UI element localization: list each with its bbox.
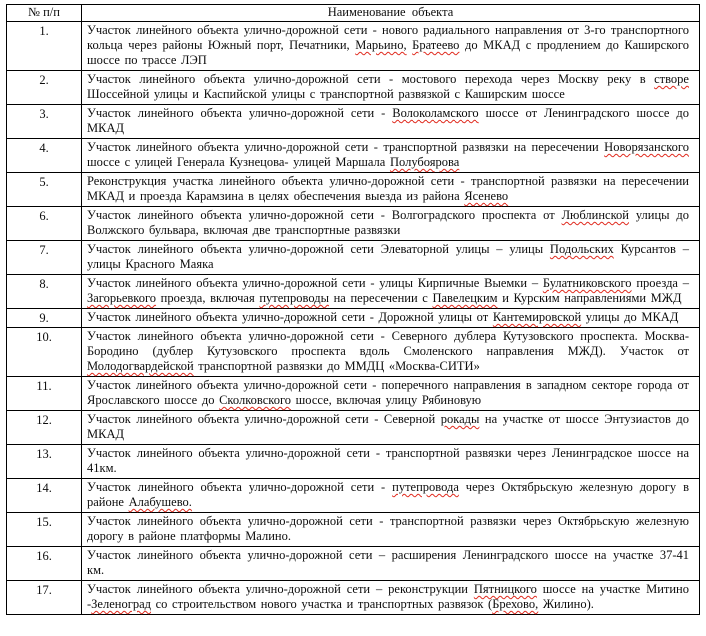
row-description <box>82 547 700 581</box>
description-text: шоссе на участке Митино - <box>87 582 689 611</box>
row-description <box>82 207 700 241</box>
table-row <box>7 71 700 105</box>
description-text: Участок линейного объекта улично-дорожной сети - транспортной развязки на пересечении <box>87 140 605 154</box>
misspelled-word: створе <box>654 72 689 86</box>
row-description <box>82 328 700 377</box>
description-text: Курсантов – улицы Красного Маяка <box>87 242 689 271</box>
description-text: Участок линейного объекта улично-дорожной сети - поперечного направления в западном секторе города от Ярославского шоссе до <box>87 378 689 407</box>
objects-table <box>6 4 700 615</box>
description-text: шоссе с улицей Генерала Кузнецова- улицей Маршала <box>87 155 390 169</box>
description-text: Участок линейного объекта улично-дорожной сети - <box>87 106 393 120</box>
row-number: 12. <box>7 411 82 445</box>
misspelled-word: Ясенево <box>464 189 509 203</box>
misspelled-word: Зеленоград <box>91 597 151 611</box>
row-number: 3. <box>7 105 82 139</box>
row-description <box>82 22 700 71</box>
row-description <box>82 445 700 479</box>
misspelled-word: Алабушево. <box>128 495 192 509</box>
misspelled-word: путепровода <box>392 480 459 494</box>
table-row <box>7 22 700 71</box>
description-text: Участок линейного объекта улично-дорожной сети - мостового перехода через Москву реку в <box>87 72 655 86</box>
description-text: Участок линейного объекта улично-дорожной сети Элеваторной улицы – улицы <box>87 242 550 256</box>
row-number: 9. <box>7 309 82 328</box>
misspelled-word: Пятницкого <box>473 582 537 596</box>
description-text: Реконструкция участка линейного объекта улично-дорожной сети - транспортной развязки на пересечении МКАД и проезда Карамзина в целях обеспечения выезда из района <box>87 174 689 203</box>
row-number: 5. <box>7 173 82 207</box>
row-description <box>82 105 700 139</box>
table-row <box>7 377 700 411</box>
row-number: 13. <box>7 445 82 479</box>
description-text: шоссе от Ленинградского шоссе до МКАД <box>87 106 689 135</box>
row-description <box>82 513 700 547</box>
description-text: Участок линейного объекта улично-дорожной сети - Волгоградского проспекта от <box>87 208 562 222</box>
misspelled-word: Павелецким <box>432 291 498 305</box>
row-description <box>82 309 700 328</box>
row-description <box>82 139 700 173</box>
description-text: проезда – <box>631 276 689 290</box>
table-row <box>7 241 700 275</box>
table-row <box>7 139 700 173</box>
row-number: 17. <box>7 581 82 615</box>
table-row <box>7 207 700 241</box>
misspelled-word: Подольских <box>549 242 614 256</box>
description-text: Участок линейного объекта улично-дорожной сети - Северного дублера Кутузовского проспекта. Москва-Бородино (дублер Кутузовского проспекта вдоль Смоленского направления МЖД). Участок от <box>87 329 689 358</box>
table-row <box>7 581 700 615</box>
description-text: Участок линейного объекта улично-дорожной сети - <box>87 480 393 494</box>
row-number: 4. <box>7 139 82 173</box>
description-text: улицы до Волжского бульвара, включая две транспортные развязки <box>87 208 689 237</box>
header-cell-object-name: Наименование объекта <box>82 5 700 22</box>
description-text: Участок линейного объекта улично-дорожной сети – расширения Ленинградского шоссе на участке 37-41 км. <box>87 548 689 577</box>
row-description <box>82 377 700 411</box>
table-row <box>7 513 700 547</box>
description-text: проезда, включая <box>156 291 260 305</box>
table-row <box>7 105 700 139</box>
row-description <box>82 241 700 275</box>
misspelled-word: путепроводы <box>259 291 329 305</box>
table-header-row <box>7 5 700 22</box>
description-text: Жилино). <box>538 597 594 611</box>
misspelled-word: Загорьевкого <box>87 291 157 305</box>
description-text: Шоссейной улицы и Каспийской улицы с транспортной развязкой с Каширским шоссе <box>87 87 565 101</box>
row-description <box>82 71 700 105</box>
misspelled-word: Новорязанского <box>604 140 689 154</box>
description-text: на пересечении с <box>328 291 433 305</box>
misspelled-word: Кантемировской <box>492 310 582 324</box>
row-number: 6. <box>7 207 82 241</box>
misspelled-word: Брехово, <box>492 597 539 611</box>
description-text: Участок линейного объекта улично-дорожной сети - транспортной развязки через Ленинградское шоссе на 41км. <box>87 446 689 475</box>
row-description <box>82 411 700 445</box>
misspelled-word: Марьино, <box>355 38 407 52</box>
misspelled-word: Волоколамского <box>392 106 479 120</box>
row-number: 7. <box>7 241 82 275</box>
table-row <box>7 445 700 479</box>
row-number: 2. <box>7 71 82 105</box>
description-text: до МКАД с продлением до Каширского шоссе по трассе ЛЭП <box>87 38 689 67</box>
description-text: шоссе, включая улицу Рябиновую <box>291 393 482 407</box>
row-description <box>82 275 700 309</box>
row-number: 10. <box>7 328 82 377</box>
row-number: 16. <box>7 547 82 581</box>
misspelled-word: Братеево <box>412 38 460 52</box>
description-text: транспортной развязки до ММДЦ «Москва-СИТИ» <box>193 359 480 373</box>
table-row <box>7 547 700 581</box>
description-text: Участок линейного объекта улично-дорожной сети - улицы Кирпичные Выемки – <box>87 276 543 290</box>
row-number: 8. <box>7 275 82 309</box>
description-text: Участок линейного объекта улично-дорожной сети - Северной <box>87 412 441 426</box>
row-number: 15. <box>7 513 82 547</box>
description-text: через Октябрьскую железную дорогу в районе <box>87 480 689 509</box>
description-text: и Курским направлениями МЖД <box>497 291 682 305</box>
misspelled-word: Сколковского <box>219 393 292 407</box>
table-row <box>7 173 700 207</box>
table-body <box>7 22 700 615</box>
row-number: 1. <box>7 22 82 71</box>
misspelled-word: Люблинской <box>561 208 629 222</box>
table-row <box>7 479 700 513</box>
description-text: улицы до МКАД <box>581 310 679 324</box>
row-description <box>82 581 700 615</box>
description-text: Участок линейного объекта улично-дорожной сети - нового радиального направления от 3-го транспортного кольца через районы Южный порт, Печатники, <box>87 23 689 52</box>
row-number: 11. <box>7 377 82 411</box>
misspelled-word: Булатниковского <box>542 276 632 290</box>
description-text: на участке от шоссе Энтузиастов до МКАД <box>87 412 689 441</box>
table-row <box>7 309 700 328</box>
row-description <box>82 479 700 513</box>
misspelled-word: Полубоярова <box>389 155 460 169</box>
row-description <box>82 173 700 207</box>
description-text: Участок линейного объекта улично-дорожной сети - транспортной развязки через Октябрьскую железную дорогу в районе платформы Малино. <box>87 514 689 543</box>
row-number: 14. <box>7 479 82 513</box>
description-text: Участок линейного объекта улично-дорожной сети – реконструкции <box>87 582 474 596</box>
description-text: Участок линейного объекта улично-дорожной сети - Дорожной улицы от <box>87 310 493 324</box>
misspelled-word: Молодогвардейской <box>87 359 194 373</box>
table-row <box>7 328 700 377</box>
table-row <box>7 411 700 445</box>
header-cell-number: № п/п <box>7 5 82 22</box>
misspelled-word: рокады <box>440 412 480 426</box>
table-row <box>7 275 700 309</box>
description-text: со строительством нового участка и транспортных развязок ( <box>151 597 493 611</box>
